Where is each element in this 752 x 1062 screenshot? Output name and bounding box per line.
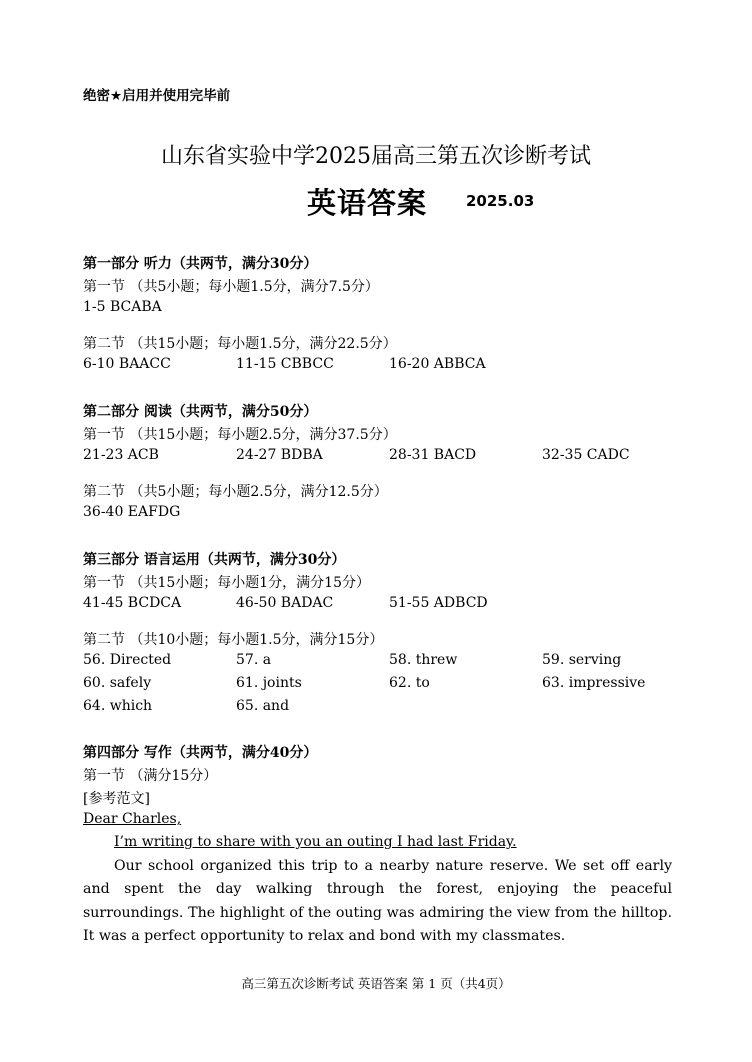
exam-date: 2025.03 <box>466 192 535 210</box>
part3-section2-heading: 第二节 （共10小题；每小题1.5分，满分15分） <box>83 632 384 648</box>
part2-heading: 第二部分 阅读（共两节，满分50分） <box>83 404 318 420</box>
answer-group: 51-55 ADBCD <box>389 595 488 611</box>
letter-salutation: Dear Charles, <box>83 811 182 827</box>
answer-item: 59. serving <box>542 652 622 668</box>
answer-group: 1-5 BCABA <box>83 299 162 315</box>
answer-group: 21-23 ACB <box>83 447 159 463</box>
answer-item: 63. impressive <box>542 675 646 691</box>
answer-item: 64. which <box>83 698 153 714</box>
part1-section1-heading: 第一节 （共5小题；每小题1.5分，满分7.5分） <box>83 279 379 295</box>
answer-group: 24-27 BDBA <box>236 447 323 463</box>
answer-group: 11-15 CBBCC <box>236 356 334 372</box>
answer-group: 32-35 CADC <box>542 447 630 463</box>
letter-opening: I’m writing to share with you an outing I had last Friday. <box>114 834 517 850</box>
answer-item: 56. Directed <box>83 652 172 668</box>
answer-item: 58. threw <box>389 652 458 668</box>
part1-section2-heading: 第二节 （共15小题；每小题1.5分，满分22.5分） <box>83 336 397 352</box>
answer-item: 62. to <box>389 675 430 691</box>
part3-heading: 第三部分 语言运用（共两节，满分30分） <box>83 552 346 568</box>
sample-essay-label: [参考范文] <box>83 791 150 807</box>
answer-group: 41-45 BCDCA <box>83 595 182 611</box>
part3-section1-heading: 第一节 （共15小题；每小题1分，满分15分） <box>83 575 370 591</box>
exam-title: 山东省实验中学2025届高三第五次诊断考试 <box>161 144 591 169</box>
page-footer: 高三第五次诊断考试 英语答案 第 1 页（共4页） <box>241 976 511 991</box>
part4-section1-heading: 第一节 （满分15分） <box>83 768 218 784</box>
answer-key-title: 英语答案 <box>307 186 428 220</box>
answer-item: 61. joints <box>236 675 302 691</box>
answer-group: 28-31 BACD <box>389 447 477 463</box>
confidentiality-notice: 绝密★启用并使用完毕前 <box>83 88 231 104</box>
answer-item: 57. a <box>236 652 272 668</box>
part2-section1-heading: 第一节 （共15小题；每小题2.5分，满分37.5分） <box>83 427 397 443</box>
answer-item: 65. and <box>236 698 290 714</box>
answer-group: 6-10 BAACC <box>83 356 171 372</box>
part4-heading: 第四部分 写作（共两节，满分40分） <box>83 745 318 761</box>
part2-section2-heading: 第二节 （共5小题；每小题2.5分，满分12.5分） <box>83 484 388 500</box>
part1-heading: 第一部分 听力（共两节，满分30分） <box>83 256 318 272</box>
letter-paragraph: Our school organized this trip to a nearby nature reserve. We set off early and spent the day walking through the forest, enjoying the peaceful surroundings. The highlight of the outing was admiring the view from the hilltop. It was a perfect opportunity to relax and bond with my classmates. <box>83 858 672 945</box>
answer-group: 16-20 ABBCA <box>389 356 486 372</box>
answer-group: 46-50 BADAC <box>236 595 334 611</box>
answer-item: 60. safely <box>83 675 152 691</box>
answer-group: 36-40 EAFDG <box>83 504 181 520</box>
